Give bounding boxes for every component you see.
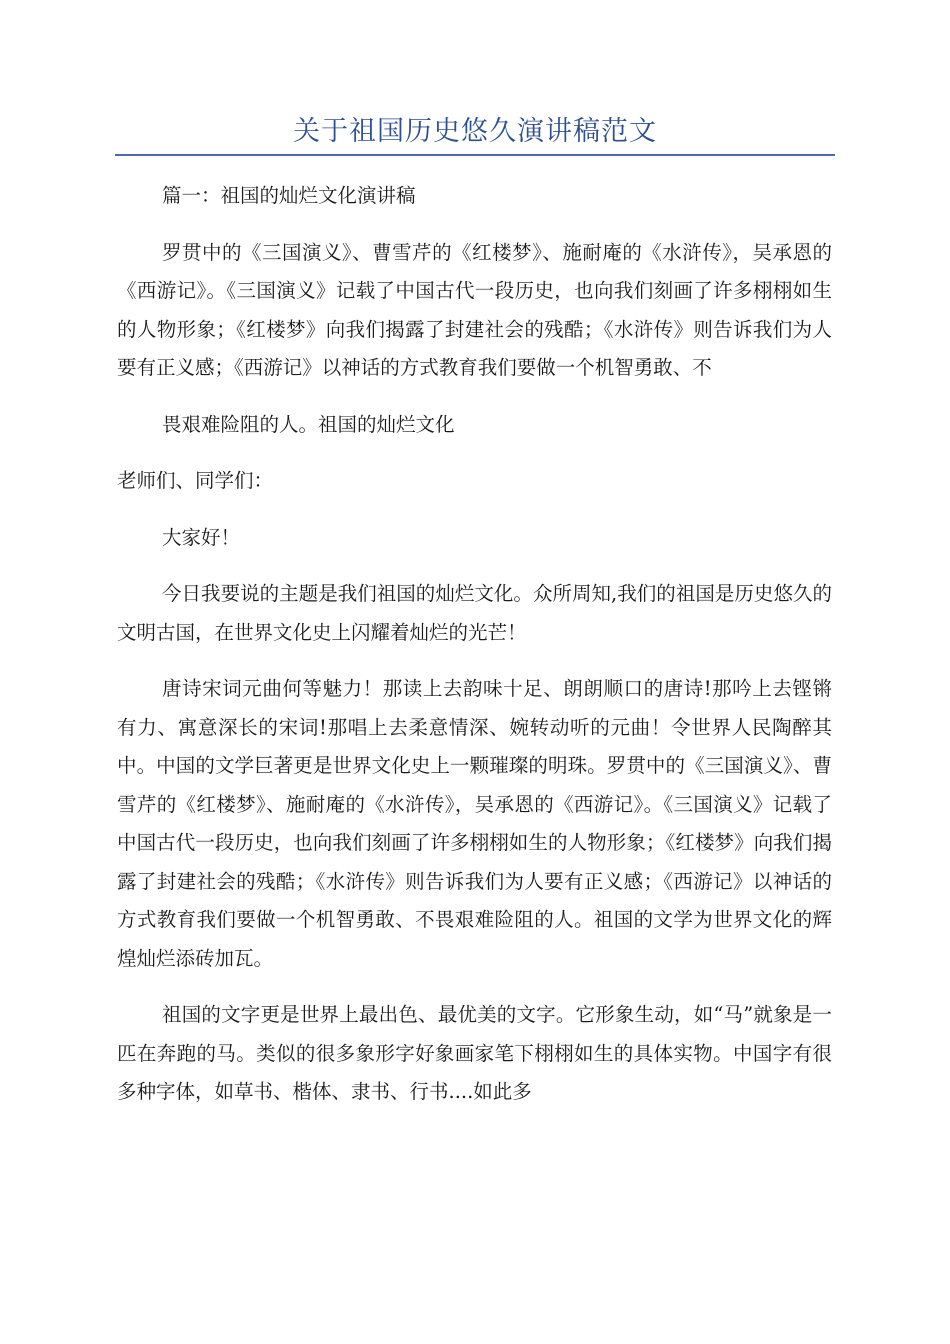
paragraph: 畏艰难险阻的人。祖国的灿烂文化: [162, 412, 455, 436]
title-underline: [115, 154, 835, 156]
greeting: 大家好！: [162, 525, 241, 549]
document-title: 关于祖国历史悠久演讲稿范文: [293, 116, 657, 147]
paragraph: 罗贯中的《三国演义》、曹雪芹的《红楼梦》、施耐庵的《水浒传》，吴承恩的《西游记》。《三国演义》记载了中国古代一段历史，也向我们刻画了许多栩栩如生的人物形象；《红楼梦》向我们揭露了封建社会的残酷；《水浒传》则告诉我们为人要有正义感；《西游记》以神话的方式教育我们要做一个机智勇敢、不: [117, 240, 832, 379]
document-body: [117, 177, 832, 1130]
paragraph: 今日我要说的主题是我们祖国的灿烂文化。众所周知,我们的祖国是历史悠久的文明古国，在世界文化史上闪耀着灿烂的光芒！: [117, 582, 832, 644]
salutation: 老师们、同学们：: [117, 469, 274, 492]
paragraph: 唐诗宋词元曲何等魅力！那读上去韵味十足、朗朗顺口的唐诗!那吟上去铿锵有力、寓意深长的宋词!那唱上去柔意情深、婉转动听的元曲！令世界人民陶醉其中。中国的文学巨著更是世界文化史上一颗璀璨的明珠。罗贯中的《三国演义》、曹雪芹的《红楼梦》、施耐庵的《水浒传》，吴承恩的《西游记》。《三国演义》记载了中国古代一段历史，也向我们刻画了许多栩栩如生的人物形象；《红楼梦》向我们揭露了封建社会的残酷；《水浒传》则告诉我们为人要有正义感；《西游记》以神话的方式教育我们要做一个机智勇敢、不畏艰难险阻的人。祖国的文学为世界文化的辉煌灿烂添砖加瓦。: [117, 677, 832, 970]
section-heading: 篇一：祖国的灿烂文化演讲稿: [162, 184, 416, 207]
paragraph: 祖国的文字更是世界上最出色、最优美的文字。它形象生动，如“马”就象是一匹在奔跑的马。类似的很多象形字好象画家笔下栩栩如生的具体实物。中国字有很多种字体，如草书、楷体、隶书、行书....如此多: [117, 1003, 832, 1103]
